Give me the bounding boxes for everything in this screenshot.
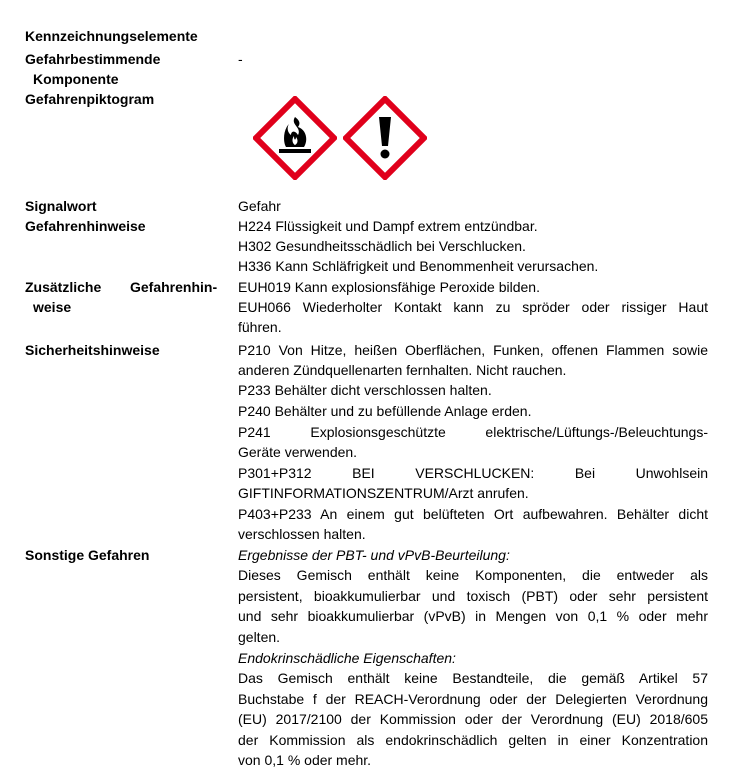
other-hazards-label: Sonstige Gefahren (25, 547, 150, 563)
precautionary-line: P210 Von Hitze, heißen Oberflächen, Funken, offenen Flammen sowie (238, 342, 708, 358)
component-label-line2: Komponente (33, 71, 119, 87)
precautionary-line: P233 Behälter dicht verschlossen halten. (238, 382, 492, 398)
hazard-statement-h224: H224 Flüssigkeit und Dampf extrem entzündbar. (238, 218, 538, 234)
precautionary-line: P403+P233 An einem gut belüfteten Ort aufbewahren. Behälter dicht (238, 506, 708, 522)
precautionary-label: Sicherheitshinweise (25, 342, 160, 358)
precautionary-line: P240 Behälter und zu befüllende Anlage erden. (238, 403, 532, 419)
hazard-statements-label: Gefahrenhinweise (25, 218, 146, 234)
other-hazard-line: der Kommission als endokrinschädlich gelten in einer Konzentration (238, 732, 708, 748)
component-value: - (238, 51, 243, 67)
signal-word-value: Gefahr (238, 198, 281, 214)
hazard-statement-h336: H336 Kann Schläfrigkeit und Benommenheit verursachen. (238, 258, 599, 274)
other-hazard-line: Dieses Gemisch enthält keine Komponenten, die entweder als (238, 567, 708, 583)
supplemental-label-a: Zusätzliche (25, 279, 102, 295)
hazard-statement-h302: H302 Gesundheitsschädlich bei Verschlucken. (238, 238, 526, 254)
precautionary-line: Geräte verwenden. (238, 444, 358, 460)
supplemental-label-b: Gefahrenhin- (130, 279, 218, 295)
supplemental-euh066-cont: führen. (238, 319, 282, 335)
precautionary-line: verschlossen halten. (238, 526, 366, 542)
component-label-line1: Gefahrbestimmende (25, 51, 161, 67)
other-hazard-line: und sehr bioakkumulierbar (vPvB) in Mengen von 0,1 % oder mehr (238, 608, 708, 624)
supplemental-euh019: EUH019 Kann explosionsfähige Peroxide bilden. (238, 279, 540, 295)
pbt-heading: Ergebnisse der PBT- und vPvB-Beurteilung: (238, 547, 510, 563)
other-hazard-line: Buchstabe f der REACH-Verordnung oder der Delegierten Verordnung (238, 691, 708, 707)
supplemental-label-line2: weise (33, 299, 72, 315)
supplemental-euh066: EUH066 Wiederholter Kontakt kann zu spröder oder rissiger Haut (238, 299, 708, 315)
pictogram-label: Gefahrenpiktogram (25, 91, 155, 107)
other-hazard-line: persistent, bioakkumulierbar und toxisch (PBT) oder sehr persistent (238, 588, 708, 604)
other-hazard-line: von 0,1 % oder mehr. (238, 752, 372, 768)
precautionary-line: P241 Explosionsgeschützte elektrische/Lüftungs-/Beleuchtungs- (238, 424, 708, 440)
precautionary-line: GIFTINFORMATIONSZENTRUM/Arzt anrufen. (238, 485, 529, 501)
signal-word-label: Signalwort (25, 198, 97, 214)
precautionary-line: anderen Zündquellenarten fernhalten. Nicht rauchen. (238, 362, 567, 378)
other-hazard-line: gelten. (238, 629, 281, 645)
other-hazard-line: Das Gemisch enthält keine Bestandteile, die gemäß Artikel 57 (238, 670, 708, 686)
exclamation-mark-icon (343, 96, 427, 180)
section-title: Kennzeichnungselemente (25, 28, 198, 44)
precautionary-line: P301+P312 BEI VERSCHLUCKEN: Bei Unwohlsein (238, 465, 708, 481)
other-hazard-line: (EU) 2017/2100 der Kommission oder der Verordnung (EU) 2018/605 (238, 711, 708, 727)
flame-icon (253, 96, 337, 180)
endocrine-heading: Endokrinschädliche Eigenschaften: (238, 650, 456, 666)
